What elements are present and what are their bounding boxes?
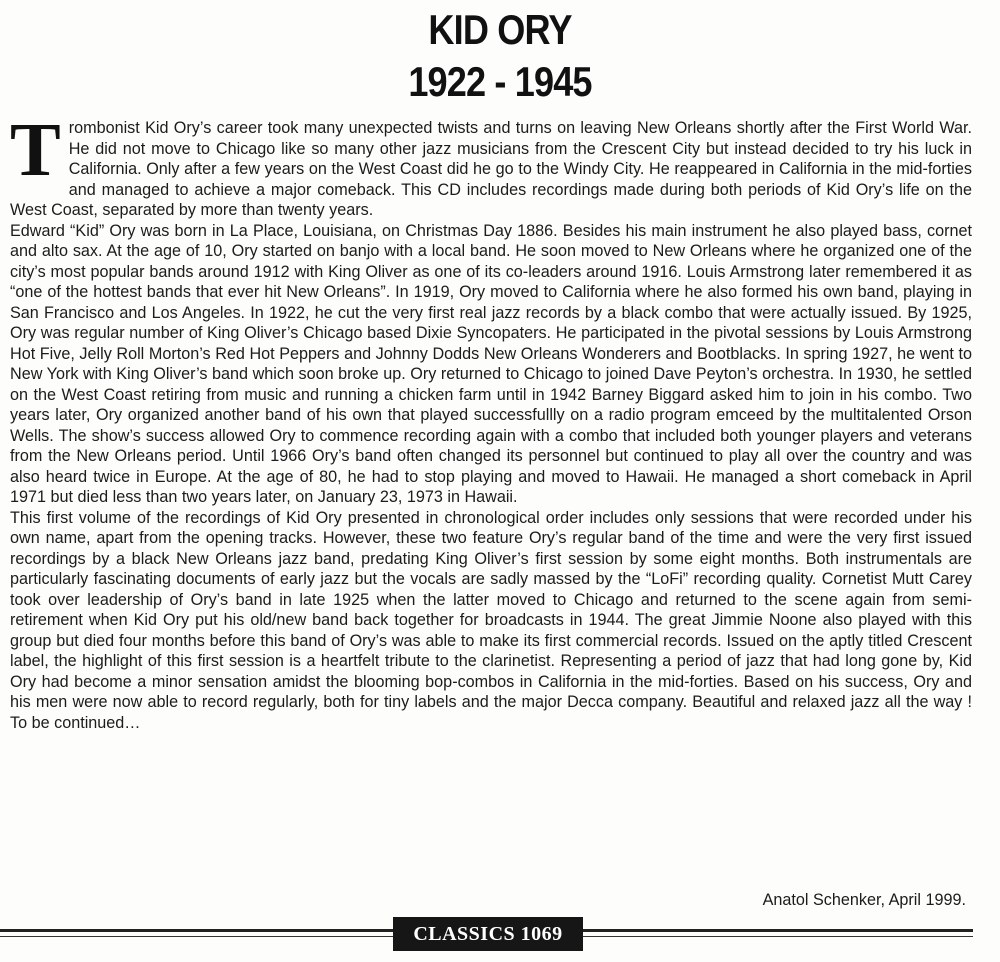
- catalog-badge: CLASSICS 1069: [393, 917, 583, 951]
- footer-rule-left-thin: [0, 936, 393, 937]
- footer-rule-right-thin: [583, 936, 973, 937]
- article-body: [10, 108, 972, 733]
- footer-rule-right-thick: [583, 929, 973, 932]
- paragraph-intro-text: rombonist Kid Ory’s career took many unexpected twists and turns on leaving New Orleans shortly after the First World War. He did not move to Chicago like so many other jazz musicians from the Crescent City but instead decided to try his luck in California. Only after a few years on the West Coast did he go to the Windy City. He reappeared in California in the mid-forties and managed to achieve a major comeback. This CD includes recordings made during both periods of Kid Ory’s life on the West Coast, separated by more than twenty years.: [10, 119, 972, 219]
- footer-rule-left-thick: [0, 929, 393, 932]
- page-subtitle-years: 1922 - 1945: [408, 58, 592, 105]
- author-signature: Anatol Schenker, April 1999.: [762, 891, 966, 909]
- drop-cap: T: [10, 108, 61, 192]
- paragraph-volume: This first volume of the recordings of Kid Ory presented in chronological order includes only sessions that were recorded under his own name, apart from the opening tracks. However, these two feature Ory’s regular band of the time and were the very first issued recordings by a black New Orleans jazz band, predating King Oliver’s first session by some eight months. Both instrumentals are particularly fascinating documents of early jazz but the vocals are sadly massed by the “LoFi” recording quality. Cornetist Mutt Carey took over leadership of Ory’s band in late 1925 when the latter moved to Chicago and returned to the scene again from semi-retirement when Kid Ory put his old/new band back together for broadcasts in 1944. The great Jimmie Noone also played with this group but died four months before this band of Ory’s was able to make its first commercial records. Issued on the aptly titled Crescent label, the highlight of this first session is a heartfelt tribute to the clarinetist. Representing a period of jazz that had long gone by, Kid Ory had become a minor sensation amidst the blooming bop-combos in California in the mid-forties. Based on his success, Ory and his men were now able to record regularly, both for tiny labels and the major Decca company. Beautiful and relaxed jazz all the way ! To be continued…: [10, 508, 972, 732]
- paragraph-biography: Edward “Kid” Ory was born in La Place, Louisiana, on Christmas Day 1886. Besides his main instrument he also played bass, cornet and alto sax. At the age of 10, Ory started on banjo with a local band. He soon moved to New Orleans where he organized one of the city’s most popular bands around 1912 with King Oliver as one of its co-leaders around 1916. Louis Armstrong later remembered it as “one of the hottest bands that ever hit New Orleans”. In 1919, Ory moved to California where he also formed his own band, playing in San Francisco and Los Angeles. In 1922, he cut the very first real jazz records by a black combo that were actually issued. By 1925, Ory was regular number of King Oliver’s Chicago based Dixie Syncopaters. He participated in the pivotal sessions by Louis Armstrong Hot Five, Jelly Roll Morton’s Red Hot Peppers and Johnny Dodds New Orleans Wonderers and Bootblacks. In spring 1927, he went to New York with King Oliver’s band which soon broke up. Ory returned to Chicago to joined Dave Peyton’s orchestra. In 1930, he settled on the West Coast retiring from music and running a chicken farm until in 1942 Barney Biggard asked him to join in his combo. Two years later, Ory organized another band of his own that played successfullly on a radio program emceed by the multitalented Orson Wells. The show’s success allowed Ory to commence recording again with a combo that included both younger players and veterans from the New Orleans period. Until 1966 Ory’s band often changed its personnel but continued to play all over the country and was also heard twice in Europe. At the age of 80, he had to stop playing and moved to Hawaii. He managed a short comeback in April 1971 but died less than two years later, on January 23, 1973 in Hawaii.: [10, 221, 972, 506]
- paragraph-intro: [10, 108, 972, 221]
- page-title: KID ORY: [428, 6, 572, 53]
